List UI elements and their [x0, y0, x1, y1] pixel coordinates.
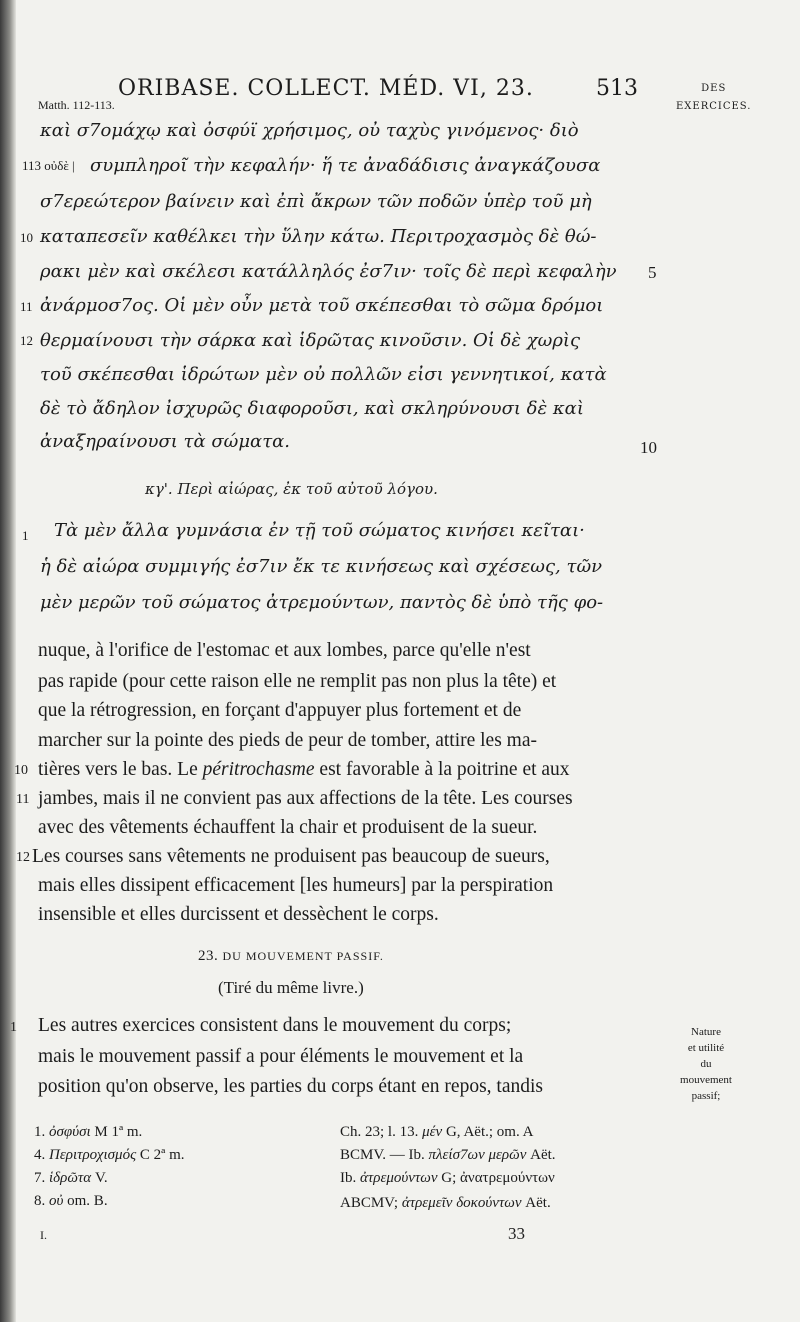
note-part: C 2ª m. — [136, 1147, 185, 1163]
note-part: ABCMV; — [340, 1195, 402, 1211]
greek-line: ἀναξηραίνουσι τὰ σώματα. — [40, 431, 291, 452]
footnote-right — [340, 1147, 556, 1164]
greek-line: ἡ δὲ αἰώρα συμμιγής ἐσ7ιν ἔκ τε κινήσεως καὶ σχέσεως, τῶν — [40, 556, 603, 577]
book-gutter-shadow — [0, 0, 16, 1322]
greek-line: σ7ερεώτερον βαίνειν καὶ ἐπὶ ἄκρων τῶν ποδῶν ὑπὲρ τοῦ μὴ — [40, 191, 592, 212]
note-part: 8. — [34, 1193, 49, 1209]
greek-line: ρακι μὲν καὶ σκέλεσι κατάλληλός ἐσ7ιν· τοῖς δὲ περὶ κεφαλὴν — [40, 261, 617, 282]
footnote-right — [340, 1195, 551, 1212]
note-part: Aët. — [521, 1195, 551, 1211]
chapter-title: DU MOUVEMENT PASSIF. — [222, 949, 384, 963]
greek-line: μὲν μερῶν τοῦ σώματος ἀτρεμούντων, παντὸς δὲ ὑπὸ τῆς φο- — [40, 592, 604, 613]
note-part: Aët. — [526, 1147, 556, 1163]
french-line: que la rétrogression, en forçant d'appuyer plus fortement et de — [38, 700, 522, 721]
footnote-right — [340, 1170, 555, 1187]
signature-mark: I. — [40, 1228, 47, 1242]
footnote-right — [340, 1124, 533, 1141]
line-number: 11 — [16, 792, 30, 807]
french-line: Les courses sans vêtements ne produisent pas beaucoup de sueurs, — [32, 846, 550, 867]
greek-line: ἀνάρμοσ7ος. Οἱ μὲν οὖν μετὰ τοῦ σκέπεσθαι τὸ σῶμα δρόμοι — [40, 295, 604, 316]
greek-line: Τὰ μὲν ἄλλα γυμνάσια ἐν τῇ τοῦ σώματος κινήσει κεῖται· — [54, 520, 585, 541]
french-term-peritrochasme: péritrochasme — [202, 759, 315, 780]
french-line: insensible et elles durcissent et dessèchent le corps. — [38, 904, 439, 925]
note-part: V. — [91, 1170, 108, 1186]
french-line — [38, 759, 570, 781]
side-note-line: mouvement — [680, 1074, 732, 1086]
greek-line: θερμαίνουσι τὴν σάρκα καὶ ἱδρῶτας κινοῦσιν. Οἱ δὲ χωρὶς — [40, 330, 581, 351]
greek-line: τοῦ σκέπεσθαι ἱδρώτων μὲν οὐ πολλῶν εἰσι γεννητικοί, κατὰ — [40, 364, 607, 385]
line-number: 113 οὐδὲ | — [22, 158, 75, 173]
line-number: 1 — [22, 528, 29, 543]
note-part: 7. — [34, 1170, 49, 1186]
line-number: 10 — [20, 230, 33, 245]
side-note-line: du — [700, 1058, 712, 1070]
note-part: 1. — [34, 1124, 49, 1140]
note-greek: μέν — [422, 1124, 443, 1140]
note-greek: ἀτρεμεῖν δοκούντων — [401, 1195, 522, 1211]
greek-line: συμπληροῖ τὴν κεφαλήν· ἥ τε ἀναδάδισις ἀναγκάζουσα — [90, 155, 601, 176]
running-head — [676, 80, 751, 116]
note-part: 4. — [34, 1147, 49, 1163]
footnote-left — [34, 1147, 184, 1164]
note-greek: ἀτρεμούντων — [360, 1170, 438, 1186]
french-line: nuque, à l'orifice de l'estomac et aux lombes, parce qu'elle n'est — [38, 640, 531, 661]
french-line: Les autres exercices consistent dans le mouvement du corps; — [38, 1015, 512, 1036]
french-line: pas rapide (pour cette raison elle ne remplit pas non plus la tête) et — [38, 671, 557, 692]
note-part: Ib. — [340, 1170, 360, 1186]
chapter-number: 23. — [198, 948, 219, 964]
footnote-left — [34, 1124, 142, 1141]
running-head-line: DES — [701, 83, 727, 94]
note-part: BCMV. — Ib. — [340, 1147, 429, 1163]
french-line: jambes, mais il ne convient pas aux affections de la tête. Les courses — [38, 788, 573, 809]
french-chapter-heading — [198, 948, 384, 965]
line-number: 12 — [20, 333, 33, 348]
french-line: mais elles dissipent efficacement [les humeurs] par la perspiration — [38, 875, 554, 896]
line-number: 1 — [10, 1020, 17, 1035]
line-number: 12 — [16, 850, 30, 865]
greek-line: καὶ σ7ομάχῳ καὶ ὀσφύϊ χρήσιμος, οὐ ταχὺς γινόμενος· διὸ — [40, 120, 579, 141]
french-line-part: tières vers le bas. Le — [38, 759, 203, 780]
side-note — [656, 1024, 756, 1104]
note-greek: οὐ — [49, 1193, 64, 1209]
footnote-left — [34, 1170, 108, 1187]
page-number: 513 — [596, 76, 638, 101]
note-greek: ἱδρῶτα — [49, 1170, 92, 1186]
greek-line: καταπεσεῖν καθέλκει τὴν ὕλην κάτω. Περιτροχασμὸς δὲ θώ- — [40, 226, 597, 247]
footnote-left — [34, 1193, 108, 1210]
note-part: om. B. — [63, 1193, 108, 1209]
margin-line-number: 5 — [648, 263, 657, 282]
greek-chapter-heading: κγ'. Περὶ αἰώρας, ἐκ τοῦ αὐτοῦ λόγου. — [145, 480, 438, 498]
signature-number: 33 — [508, 1224, 525, 1243]
note-part: G, Aët.; om. A — [442, 1124, 534, 1140]
note-greek: πλείσ7ων μερῶν — [428, 1147, 527, 1163]
side-note-line: Nature — [691, 1026, 721, 1038]
page-header-title: ORIBASE. COLLECT. MÉD. VI, 23. — [118, 76, 534, 101]
note-greek: Περιτροχισμός — [49, 1147, 137, 1163]
side-note-line: et utilité — [687, 1042, 725, 1054]
french-line: marcher sur la pointe des pieds de peur de tomber, attire les ma- — [38, 730, 537, 751]
note-part: Ch. 23; l. 13. — [340, 1124, 423, 1140]
line-number: 10 — [14, 763, 28, 778]
line-number: 11 — [20, 299, 33, 314]
french-line-part: est favorable à la poitrine et aux — [314, 759, 570, 780]
french-line: position qu'on observe, les parties du corps étant en repos, tandis — [38, 1076, 543, 1097]
side-note-line: passif; — [691, 1090, 721, 1102]
matthaei-reference: Matth. 112-113. — [38, 98, 115, 112]
french-line: avec des vêtements échauffent la chair et produisent de la sueur. — [38, 817, 538, 838]
margin-line-number: 10 — [640, 438, 657, 457]
note-greek: ὀσφύσι — [49, 1124, 91, 1140]
french-line: mais le mouvement passif a pour éléments le mouvement et la — [38, 1046, 524, 1067]
running-head-line: EXERCICES. — [676, 101, 752, 112]
note-part: G; ἀνατρεμούντων — [437, 1170, 555, 1186]
french-chapter-subheading: (Tiré du même livre.) — [218, 978, 364, 997]
greek-line: δὲ τὸ ἄδηλον ἰσχυρῶς διαφοροῦσι, καὶ σκληρύνουσι δὲ καὶ — [40, 398, 584, 419]
note-part: M 1ª m. — [90, 1124, 143, 1140]
